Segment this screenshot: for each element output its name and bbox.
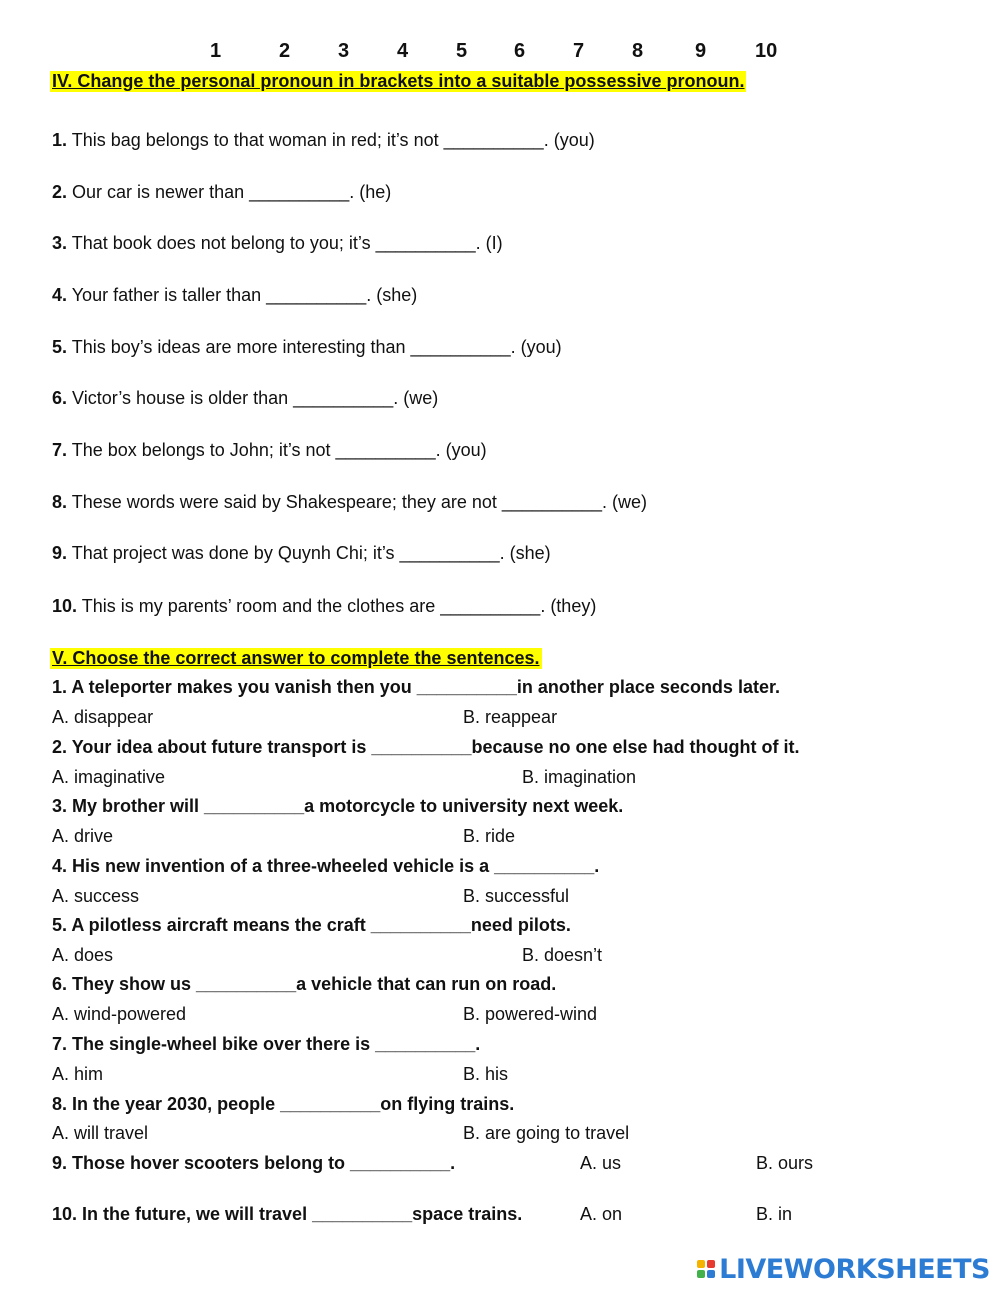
item-text: That book does not belong to you; it’s __________. (I) — [71, 233, 503, 253]
section-iv-item — [52, 388, 438, 409]
section-iv-item — [52, 233, 503, 254]
item-text: Victor’s house is older than __________. (we) — [72, 388, 439, 408]
question-text: 8. In the year 2030, people __________on flying trains. — [52, 1094, 515, 1114]
item-text: This bag belongs to that woman in red; it’s not __________. (you) — [71, 130, 595, 150]
option-b[interactable]: B. imagination — [522, 767, 637, 787]
item-text: Your father is taller than __________. (she) — [71, 285, 418, 305]
option-a[interactable]: A. us — [580, 1153, 622, 1173]
section-iv-item — [52, 492, 647, 513]
item-text: That project was done by Quynh Chi; it’s __________. (she) — [71, 543, 551, 563]
logo-square — [707, 1260, 715, 1268]
answer-number[interactable]: 3 — [338, 40, 350, 62]
answer-number[interactable]: 10 — [755, 40, 778, 62]
logo-mark-icon — [697, 1260, 715, 1278]
option-b[interactable]: B. doesn’t — [522, 945, 603, 965]
answer-number[interactable]: 5 — [456, 40, 468, 62]
item-text: This is my parents’ room and the clothes are __________. (they) — [81, 596, 597, 616]
option-b[interactable]: B. are going to travel — [463, 1123, 630, 1143]
option-b[interactable]: B. ours — [756, 1153, 814, 1173]
item-number: 3. — [52, 233, 68, 253]
question-text: 4. His new invention of a three-wheeled vehicle is a __________. — [52, 856, 600, 876]
answer-number[interactable]: 7 — [573, 40, 585, 62]
option-b[interactable]: B. his — [463, 1064, 509, 1084]
section-iv-item — [52, 543, 551, 564]
option-a[interactable]: A. on — [580, 1204, 623, 1224]
item-number: 7. — [52, 440, 68, 460]
item-text: Our car is newer than __________. (he) — [72, 182, 392, 202]
option-b[interactable]: B. ride — [463, 826, 516, 846]
logo-square — [707, 1270, 715, 1278]
section-iv-item — [52, 596, 596, 617]
liveworksheets-logo — [697, 1252, 990, 1286]
answer-number[interactable]: 6 — [514, 40, 526, 62]
logo-square — [697, 1260, 705, 1268]
question-text: 9. Those hover scooters belong to __________. — [52, 1153, 456, 1173]
item-number: 1. — [52, 130, 68, 150]
answer-number[interactable]: 1 — [210, 40, 222, 62]
question-text: 10. In the future, we will travel __________space trains. — [52, 1204, 523, 1224]
option-a[interactable]: A. wind-powered — [52, 1004, 187, 1024]
option-b[interactable]: B. successful — [463, 886, 570, 906]
logo-text: LIVEWORKSHEETS — [719, 1253, 990, 1285]
question-text: 1. A teleporter makes you vanish then you __________in another place seconds later. — [52, 677, 780, 697]
item-number: 2. — [52, 182, 68, 202]
item-number: 8. — [52, 492, 68, 512]
option-a[interactable]: A. disappear — [52, 707, 154, 727]
section-iv-item — [52, 130, 595, 151]
question-text: 7. The single-wheel bike over there is __________. — [52, 1034, 481, 1054]
item-text: These words were said by Shakespeare; they are not __________. (we) — [71, 492, 648, 512]
item-number: 6. — [52, 388, 68, 408]
answer-number[interactable]: 2 — [279, 40, 291, 62]
option-b[interactable]: B. powered-wind — [463, 1004, 598, 1024]
section-iv-heading: IV. Change the personal pronoun in brackets into a suitable possessive pronoun. — [52, 71, 745, 91]
question-text: 2. Your idea about future transport is __________because no one else had thought of it. — [52, 737, 800, 757]
item-number: 9. — [52, 543, 68, 563]
section-iv-item — [52, 440, 487, 461]
answer-number[interactable]: 9 — [695, 40, 707, 62]
item-number: 5. — [52, 337, 68, 357]
section-iv-item — [52, 182, 391, 203]
option-b[interactable]: B. in — [756, 1204, 793, 1224]
item-number: 4. — [52, 285, 68, 305]
question-text: 6. They show us __________a vehicle that can run on road. — [52, 974, 557, 994]
question-text: 3. My brother will __________a motorcycle to university next week. — [52, 796, 624, 816]
option-a[interactable]: A. imaginative — [52, 767, 166, 787]
logo-square — [697, 1270, 705, 1278]
question-text: 5. A pilotless aircraft means the craft __________need pilots. — [52, 915, 571, 935]
option-a[interactable]: A. drive — [52, 826, 114, 846]
section-v-heading: V. Choose the correct answer to complete the sentences. — [52, 648, 540, 668]
option-b[interactable]: B. reappear — [463, 707, 558, 727]
option-a[interactable]: A. will travel — [52, 1123, 149, 1143]
section-iv-item — [52, 285, 417, 306]
section-iv-item — [52, 337, 562, 358]
option-a[interactable]: A. success — [52, 886, 140, 906]
item-text: This boy’s ideas are more interesting than __________. (you) — [71, 337, 562, 357]
item-text: The box belongs to John; it’s not __________. (you) — [71, 440, 487, 460]
option-a[interactable]: A. does — [52, 945, 114, 965]
option-a[interactable]: A. him — [52, 1064, 104, 1084]
item-number: 10. — [52, 596, 78, 616]
answer-number[interactable]: 4 — [397, 40, 409, 62]
answer-number[interactable]: 8 — [632, 40, 644, 62]
